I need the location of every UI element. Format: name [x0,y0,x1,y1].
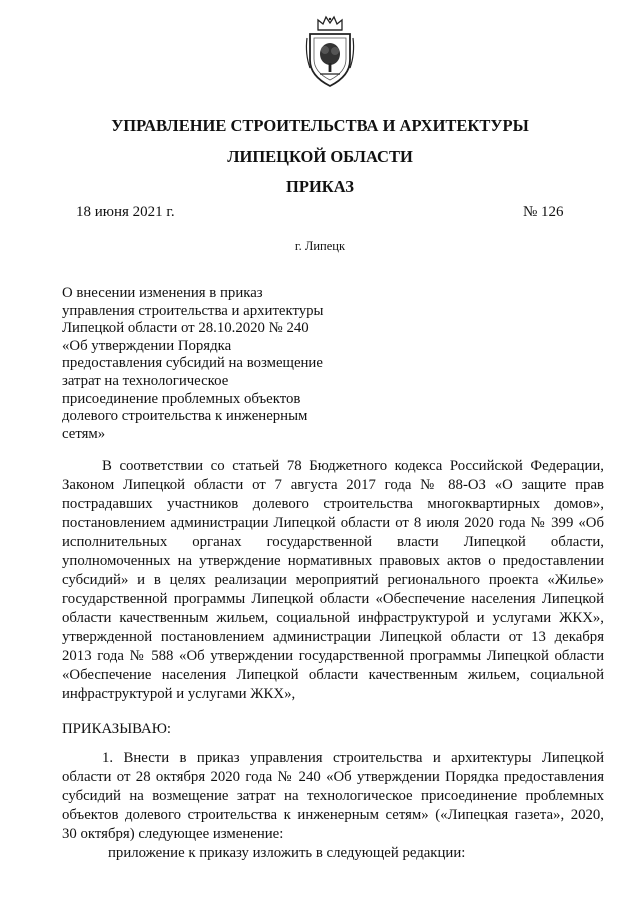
org-name-line2: ЛИПЕЦКОЙ ОБЛАСТИ [227,147,413,166]
document-date: 18 июня 2021 г. [76,204,175,220]
item1-line: 30 октября) следующее изменение: [62,826,284,842]
item1-line: объектов долевого строительства к инженерным сетям» («Липецкая газета», 2020, [62,807,604,823]
item1-subline: приложение к приказу изложить в следующей редакции: [108,845,466,861]
subject-line: предоставления субсидий на возмещение [62,355,323,372]
preamble-line: Законом Липецкой области от 7 августа 2017 года № 88-ОЗ «О защите прав [62,477,604,493]
subject-line: долевого строительства к инженерным [62,408,308,425]
preamble-line: постановлением администрации Липецкой области от 8 июля 2020 года № 399 «Об [62,515,604,531]
subject-line: затрат на технологическое [62,372,229,389]
document-number: № 126 [523,204,564,220]
preamble-line: государственной программы Липецкой области «Обеспечение населения Липецкой [62,591,604,607]
subject-line: «Об утверждении Порядка [62,337,232,354]
item1-line: субсидий на возмещение затрат на технологическое присоединение проблемных [62,788,604,804]
item1-line: 1. Внести в приказ управления строительства и архитектуры Липецкой [102,750,604,766]
preamble-line: области качественным жильем, социальной инфраструктурой и услугами ЖКХ», [62,610,604,626]
org-name-line1: УПРАВЛЕНИЕ СТРОИТЕЛЬСТВА И АРХИТЕКТУРЫ [111,116,529,135]
preamble-line: утвержденной постановлением администрации Липецкой области от 13 декабря [62,629,604,645]
preamble-line: уполномоченных на утверждение нормативных правовых актов о предоставлении [62,553,604,569]
coat-of-arms-emblem [304,14,356,90]
preamble-line: пострадавших участников долевого строительства многоквартирных домов», [62,496,604,512]
subject-line: управления строительства и архитектуры [62,302,324,319]
item1-line: области от 28 октября 2020 года № 240 «Об утверждении Порядка предоставления [62,769,604,785]
subject-line: присоединение проблемных объектов [62,390,301,407]
preamble-line: субсидий» и в целях реализации мероприятий регионального проекта «Жилье» [62,572,604,588]
document-subject [62,285,352,443]
order-word: ПРИКАЗЫВАЮ: [62,721,172,737]
subject-line: Липецкой области от 28.10.2020 № 240 [62,320,309,337]
preamble-line: инфраструктурой и услугами ЖКХ», [62,686,296,702]
preamble-line: исполнительных органах государственной власти Липецкой области, [62,534,604,550]
document-type-title: ПРИКАЗ [286,177,354,196]
preamble-line: В соответствии со статьей 78 Бюджетного кодекса Российской Федерации, [102,458,604,474]
preamble-line: «Обеспечение населения Липецкой области качественным жильем, социальной [62,667,604,683]
preamble-line: 2013 года № 588 «Об утверждении государственной программы Липецкой области [62,648,604,664]
document-city: г. Липецк [294,239,346,253]
subject-line: О внесении изменения в приказ [62,285,263,301]
subject-line: сетям» [62,425,106,442]
